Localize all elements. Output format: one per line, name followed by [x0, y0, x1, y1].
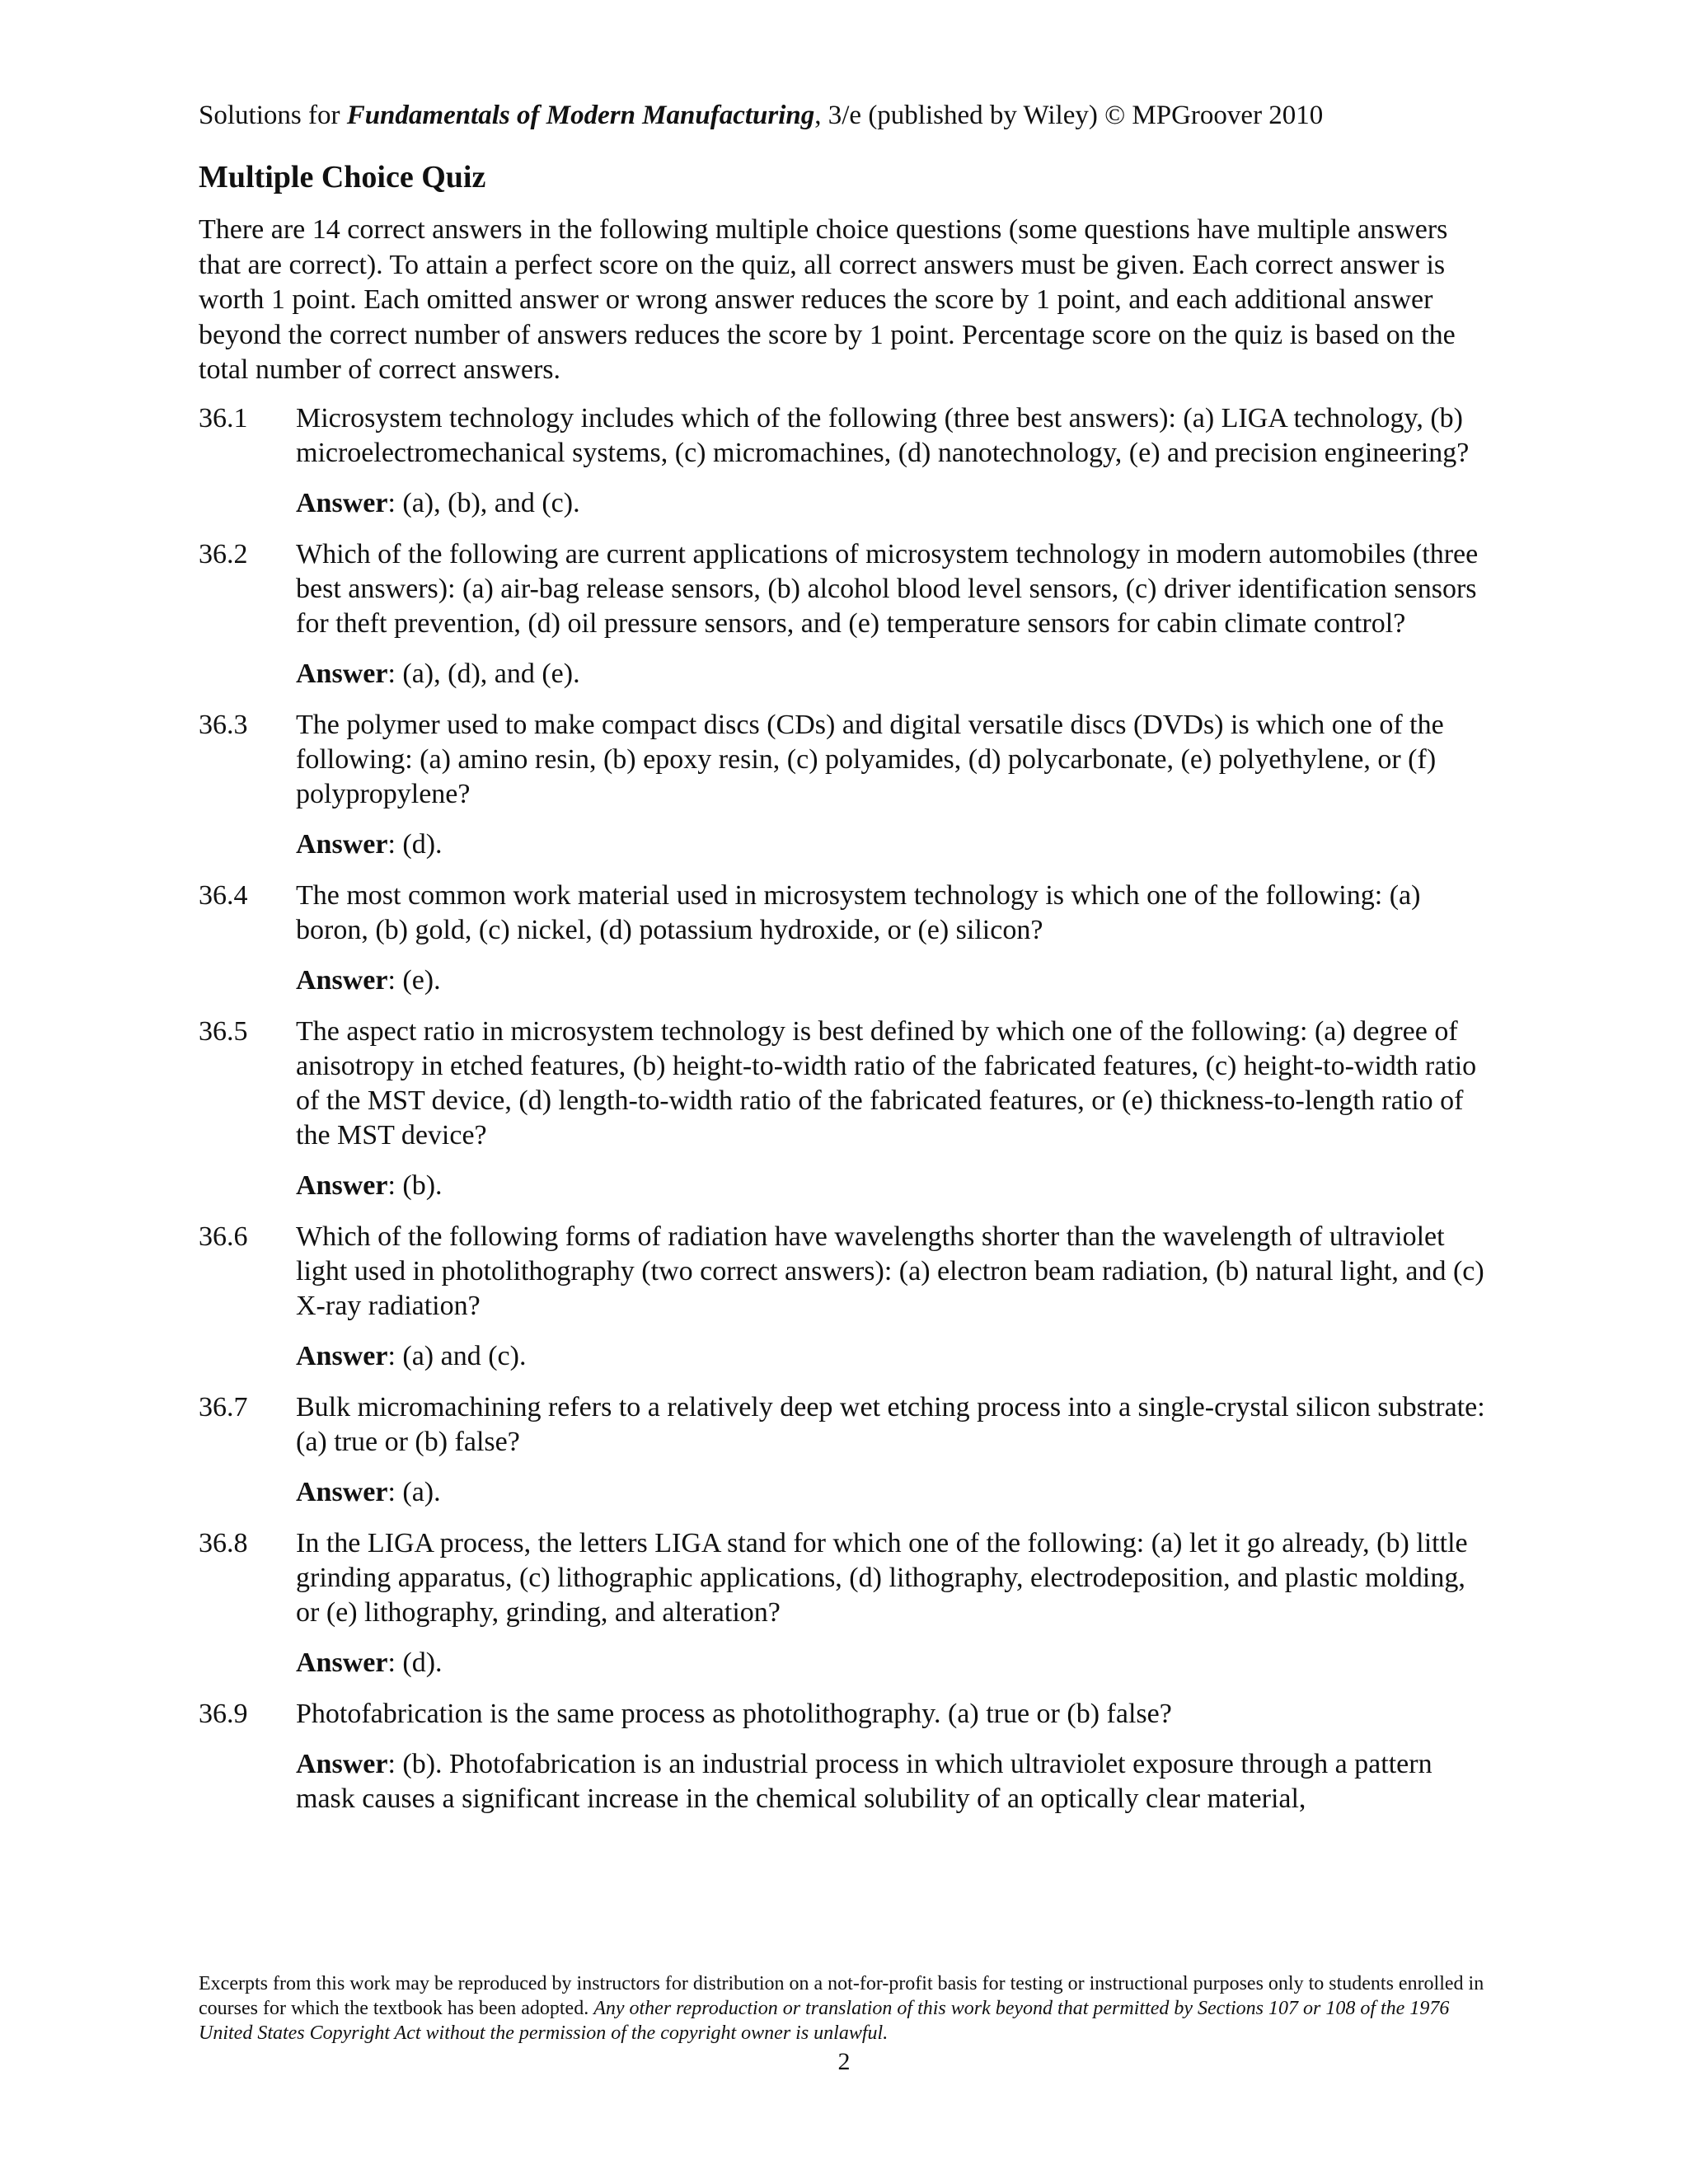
question-item [199, 1526, 1493, 1680]
page-number: 2 [837, 2048, 851, 2075]
answer-label: Answer [296, 1170, 388, 1201]
answer-text: : (a) and (c). [387, 1341, 527, 1371]
answer-text: : (b). [387, 1170, 443, 1201]
question-item [199, 537, 1493, 691]
answer-line [296, 486, 1493, 521]
answer-label: Answer [296, 658, 388, 689]
answer-text: : (e). [387, 965, 441, 996]
question-item [199, 708, 1493, 862]
header-suffix: , 3/e (published by Wiley) © MPGroover 2010 [814, 101, 1324, 130]
question-number: 36.9 [199, 1699, 248, 1729]
question-text: The most common work material used in microsystem technology is which one of the following: (a) boron, (b) gold, (c) nickel, (d) potassium hydroxide, or (e) silicon? [296, 880, 1421, 945]
answer-text: : (a), (b), and (c). [387, 488, 580, 518]
question-text: Photofabrication is the same process as photolithography. (a) true or (b) false? [296, 1699, 1172, 1729]
question-number: 36.2 [199, 539, 248, 569]
answer-text: : (d). [387, 1647, 443, 1678]
question-text: Bulk micromachining refers to a relatively deep wet etching process into a single-crystal silicon substrate: (a) true or (b) false? [296, 1392, 1485, 1457]
footer-plain-text: Excerpts from this work may be reproduced by instructors for distribution on a not-for-profit basis for testing or instructional purposes only to students enrolled in courses for which the textbook has been adopted. [199, 1973, 1484, 2019]
question-number: 36.6 [199, 1221, 248, 1252]
question-list [199, 401, 1493, 1833]
answer-line [296, 1747, 1493, 1816]
answer-line [296, 827, 1493, 862]
answer-text: : (a), (d), and (e). [387, 658, 580, 689]
answer-label: Answer [296, 1749, 388, 1779]
question-item [199, 1015, 1493, 1203]
footer-italic-text: Any other reproduction or translation of this work beyond that permitted by Sections 107 or 108 of the 1976 United States Copyright Act without the permission of the copyright owner is unlawful. [199, 1998, 1450, 2044]
running-header [199, 97, 1323, 134]
question-number: 36.8 [199, 1528, 248, 1558]
answer-label: Answer [296, 1477, 388, 1507]
question-item [199, 879, 1493, 998]
header-prefix: Solutions for [199, 101, 347, 130]
answer-text: : (d). [387, 829, 443, 860]
question-text: In the LIGA process, the letters LIGA stand for which one of the following: (a) let it go already, (b) little grinding apparatus, (c) lithographic applications, (d) lithography, electrodeposition, and plastic molding, or (e) lithography, grinding, and alteration? [296, 1528, 1468, 1628]
answer-line [296, 1646, 1493, 1680]
question-text: The polymer used to make compact discs (CDs) and digital versatile discs (DVDs) is which one of the following: (a) amino resin, (b) epoxy resin, (c) polyamides, (d) polycarbonate, (e) polyethylene, or (f) polypropylene? [296, 710, 1444, 809]
question-text: The aspect ratio in microsystem technology is best defined by which one of the following: (a) degree of anisotropy in etched features, (b) height-to-width ratio of the fabricated features, (c) height-to-width ratio of the MST device, (d) length-to-width ratio of the fabricated features, or (e) thickness-to-length ratio of the MST device? [296, 1016, 1477, 1151]
answer-text: : (a). [387, 1477, 441, 1507]
question-item [199, 1697, 1493, 1816]
answer-line [296, 963, 1493, 998]
question-text: Microsystem technology includes which of the following (three best answers): (a) LIGA technology, (b) microelectromechanical systems, (c) micromachines, (d) nanotechnology, (e) and precision engineering? [296, 403, 1470, 468]
question-item [199, 1220, 1493, 1374]
intro-paragraph: There are 14 correct answers in the following multiple choice questions (some questions have multiple answers that are correct). To attain a perfect score on the quiz, all correct answers must be given. Each correct answer is worth 1 point. Each omitted answer or wrong answer reduces the score by 1 point, and each additional answer beyond the correct number of answers reduces the score by 1 point. Percentage score on the quiz is based on the total number of correct answers. [199, 214, 1456, 385]
question-number: 36.7 [199, 1392, 248, 1422]
answer-label: Answer [296, 965, 388, 996]
question-number: 36.1 [199, 403, 248, 434]
page-title: Multiple Choice Quiz [199, 160, 486, 194]
question-text: Which of the following are current applications of microsystem technology in modern automobiles (three best answers): (a) air-bag release sensors, (b) alcohol blood level sensors, (c) driver identification sensors for theft prevention, (d) oil pressure sensors, and (e) temperature sensors for cabin climate control? [296, 539, 1479, 639]
answer-label: Answer [296, 1647, 388, 1678]
question-number: 36.5 [199, 1016, 248, 1047]
question-text: Which of the following forms of radiation have wavelengths shorter than the wavelength of ultraviolet light used in photolithography (two correct answers): (a) electron beam radiation, (b) natural light, and (c) X-ray radiation? [296, 1221, 1484, 1321]
question-number: 36.4 [199, 880, 248, 911]
answer-line [296, 1475, 1493, 1510]
header-book-title: Fundamentals of Modern Manufacturing [346, 101, 815, 130]
answer-label: Answer [296, 1341, 388, 1371]
answer-label: Answer [296, 488, 388, 518]
answer-label: Answer [296, 829, 388, 860]
question-item [199, 401, 1493, 521]
answer-line [296, 1169, 1493, 1203]
answer-text: : (b). Photofabrication is an industrial process in which ultraviolet exposure through a pattern mask causes a significant increase in the chemical solubility of an optically clear material, [296, 1749, 1432, 1814]
question-item [199, 1390, 1493, 1510]
copyright-footer [199, 1971, 1493, 2046]
answer-line [296, 657, 1493, 691]
answer-line [296, 1339, 1493, 1374]
question-number: 36.3 [199, 710, 248, 740]
